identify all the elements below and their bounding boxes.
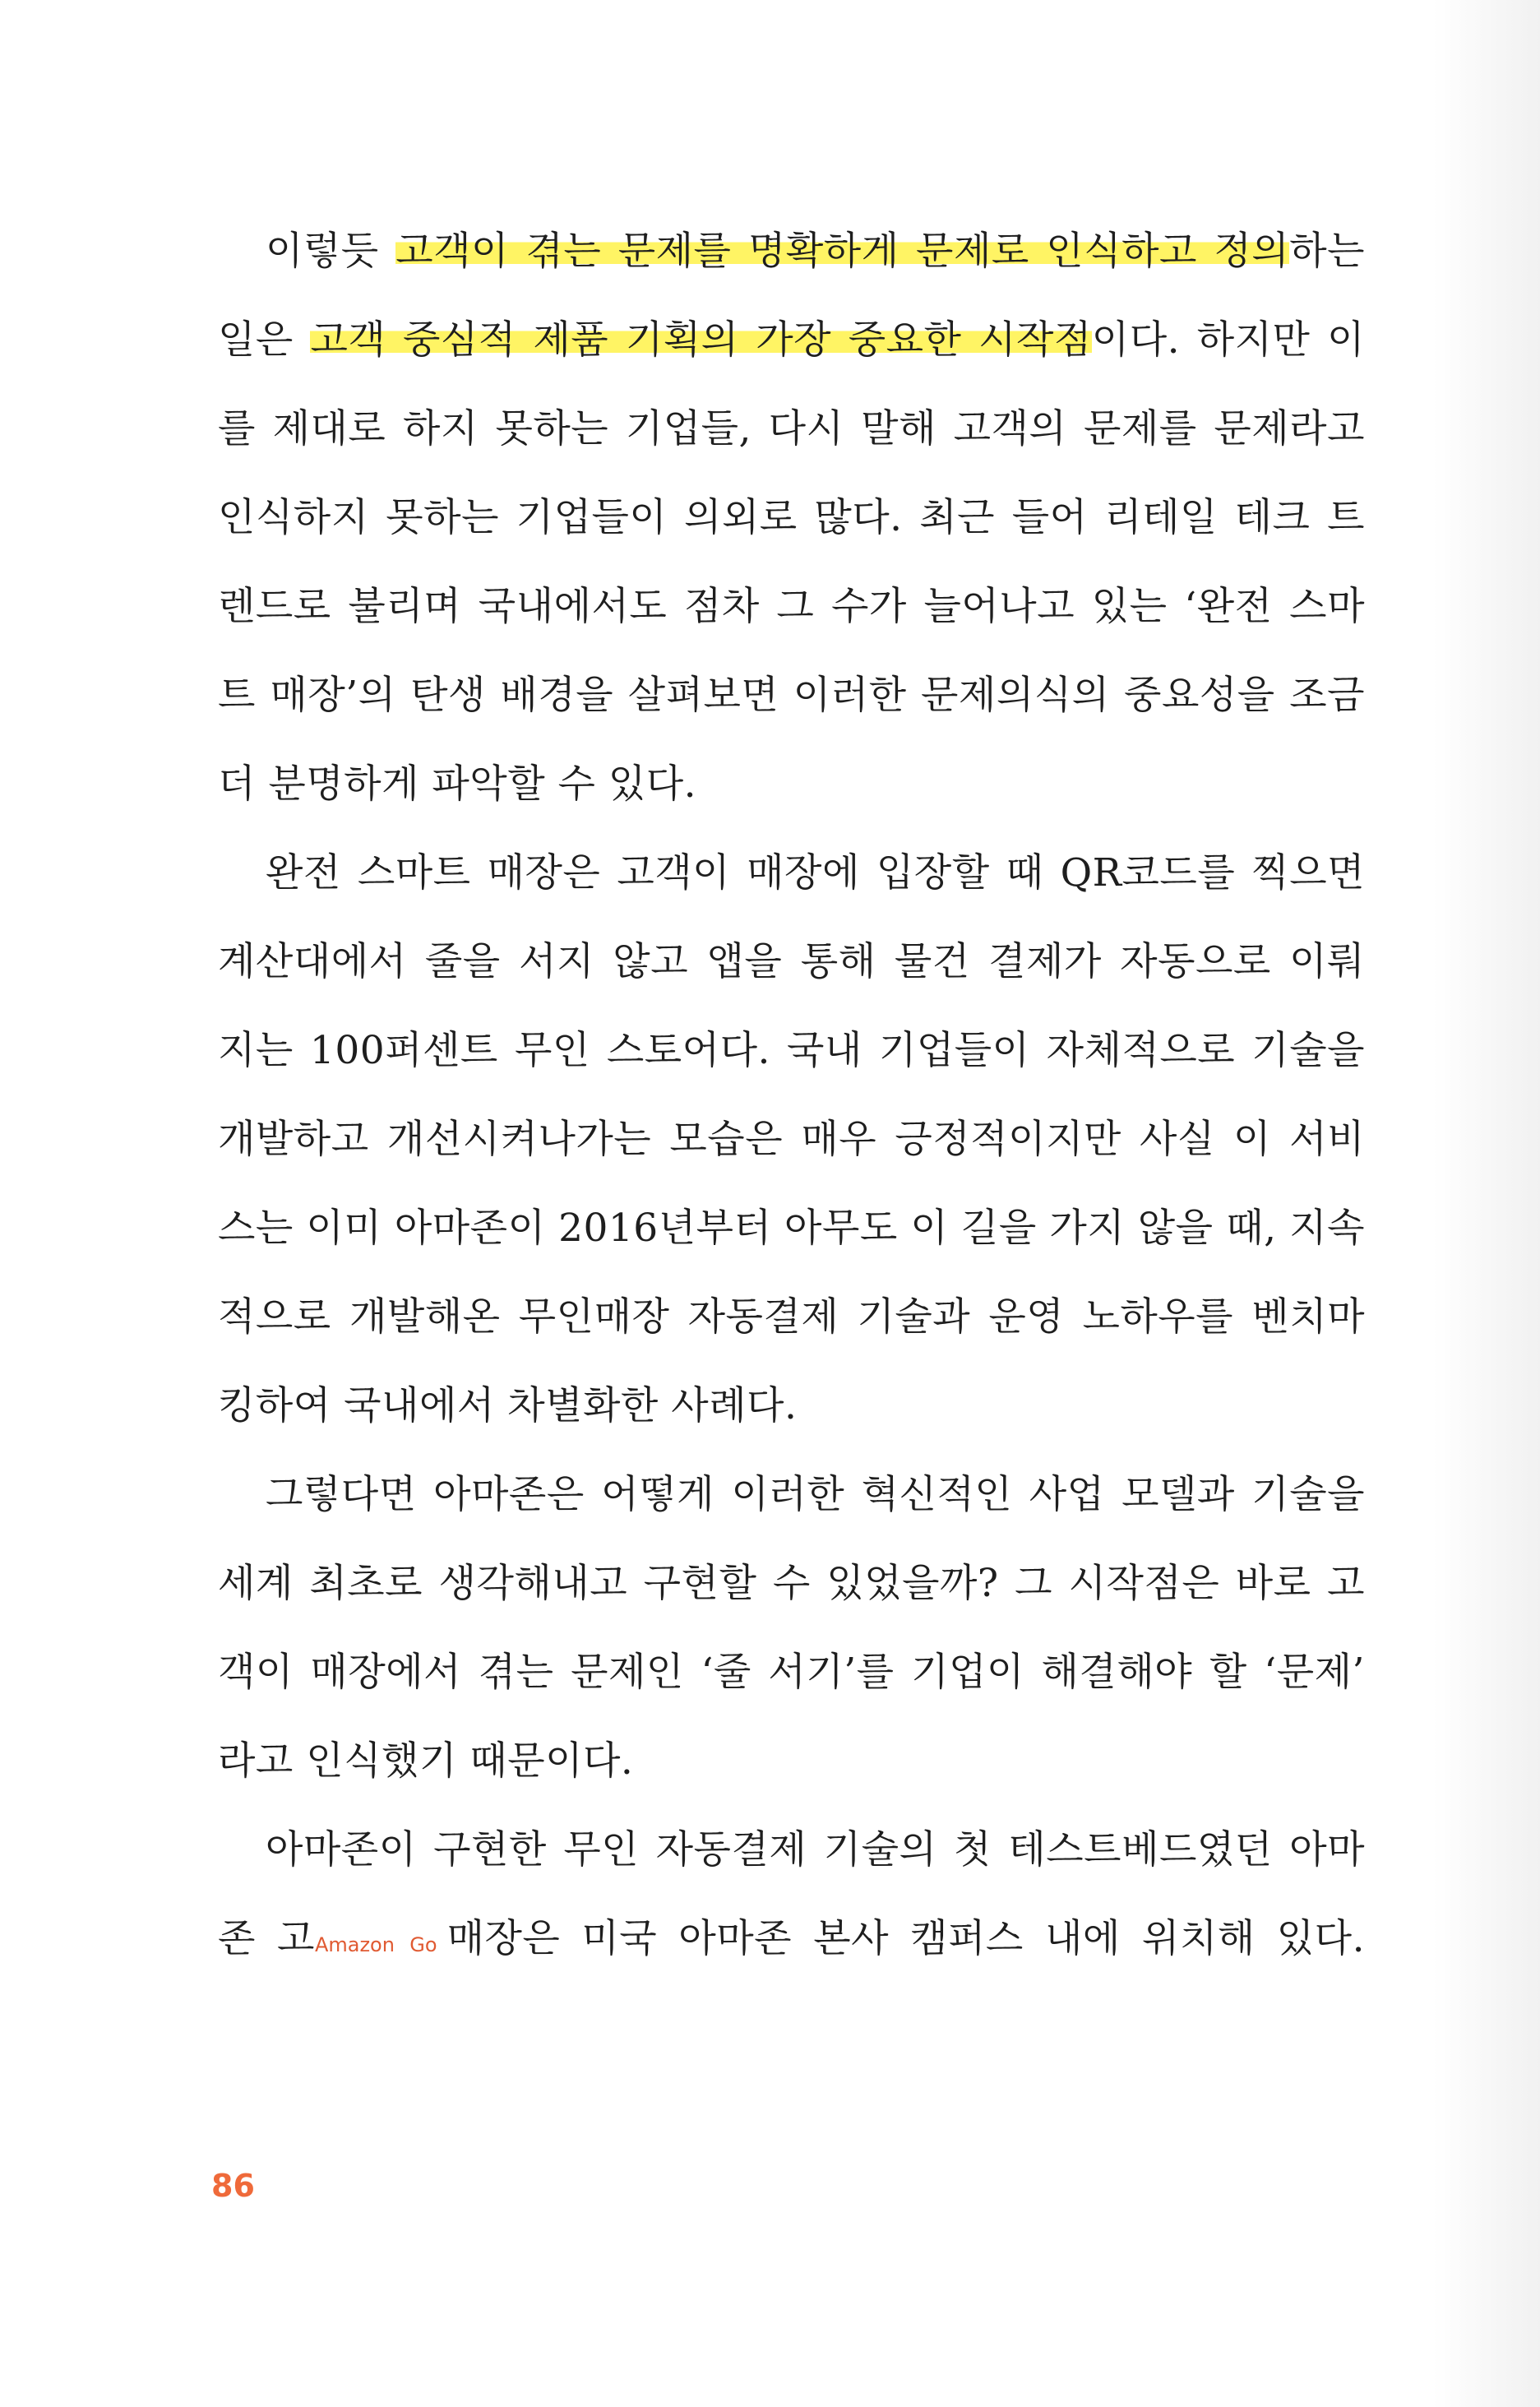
text-line: 스는 이미 아마존이 2016년부터 아무도 이 길을 가지 않을 때, 지속 [218, 1206, 1365, 1251]
text-line: 적으로 개발해온 무인매장 자동결제 기술과 운영 노하우를 벤치마 [218, 1294, 1365, 1340]
page-number: 86 [211, 2168, 255, 2204]
text-line: 지는 100퍼센트 무인 스토어다. 국내 기업들이 자체적으로 기술을 [218, 1028, 1365, 1073]
text-segment: 하는 [1289, 229, 1365, 274]
body-text [218, 207, 1365, 1983]
text-segment: 존 고 [218, 1916, 315, 1961]
text-line: 더 분명하게 파악할 수 있다. [218, 761, 697, 807]
text-line [218, 296, 1365, 385]
text-line: 그렇다면 아마존은 어떻게 이러한 혁신적인 사업 모델과 기술을 [266, 1472, 1365, 1517]
text-line: 킹하여 국내에서 차별화한 사례다. [218, 1383, 798, 1428]
text-line: 아마존이 구현한 무인 자동결제 기술의 첫 테스트베드였던 아마 [266, 1827, 1365, 1872]
text-line: 트 매장’의 탄생 배경을 살펴보면 이러한 문제의식의 중요성을 조금 [218, 673, 1365, 718]
text-segment: 매장은 미국 아마존 본사 캠퍼스 내에 위치해 있다. [446, 1916, 1366, 1961]
text-line: 객이 매장에서 겪는 문제인 ‘줄 서기’를 기업이 해결해야 할 ‘문제’ [218, 1650, 1365, 1695]
highlighted-text: 고객이 겪는 문제를 명확하게 문제로 인식하고 정의 [395, 229, 1290, 274]
english-gloss: Amazon Go [314, 1933, 437, 1956]
text-line: 개발하고 개선시켜나가는 모습은 매우 긍정적이지만 사실 이 서비 [218, 1117, 1365, 1162]
text-line [218, 207, 1365, 296]
text-line: 라고 인식했기 때문이다. [218, 1738, 634, 1784]
text-line: 를 제대로 하지 못하는 기업들, 다시 말해 고객의 문제를 문제라고 [218, 406, 1365, 451]
text-line: 세계 최초로 생각해내고 구현할 수 있었을까? 그 시작점은 바로 고 [218, 1561, 1365, 1606]
text-line [218, 1895, 1365, 1983]
text-line: 계산대에서 줄을 서지 않고 앱을 통해 물건 결제가 자동으로 이뤄 [218, 939, 1365, 984]
text-line: 인식하지 못하는 기업들이 의외로 많다. 최근 들어 리테일 테크 트 [218, 495, 1365, 540]
text-line: 렌드로 불리며 국내에서도 점차 그 수가 늘어나고 있는 ‘완전 스마 [218, 584, 1365, 629]
text-segment: 이다. 하지만 이 [1091, 317, 1366, 363]
text-line: 완전 스마트 매장은 고객이 매장에 입장할 때 QR코드를 찍으면 [266, 850, 1365, 896]
text-segment: 이렇듯 [266, 229, 396, 274]
highlighted-text: 고객 중심적 제품 기획의 가장 중요한 시작점 [310, 317, 1092, 363]
text-segment: 일은 [218, 317, 311, 363]
